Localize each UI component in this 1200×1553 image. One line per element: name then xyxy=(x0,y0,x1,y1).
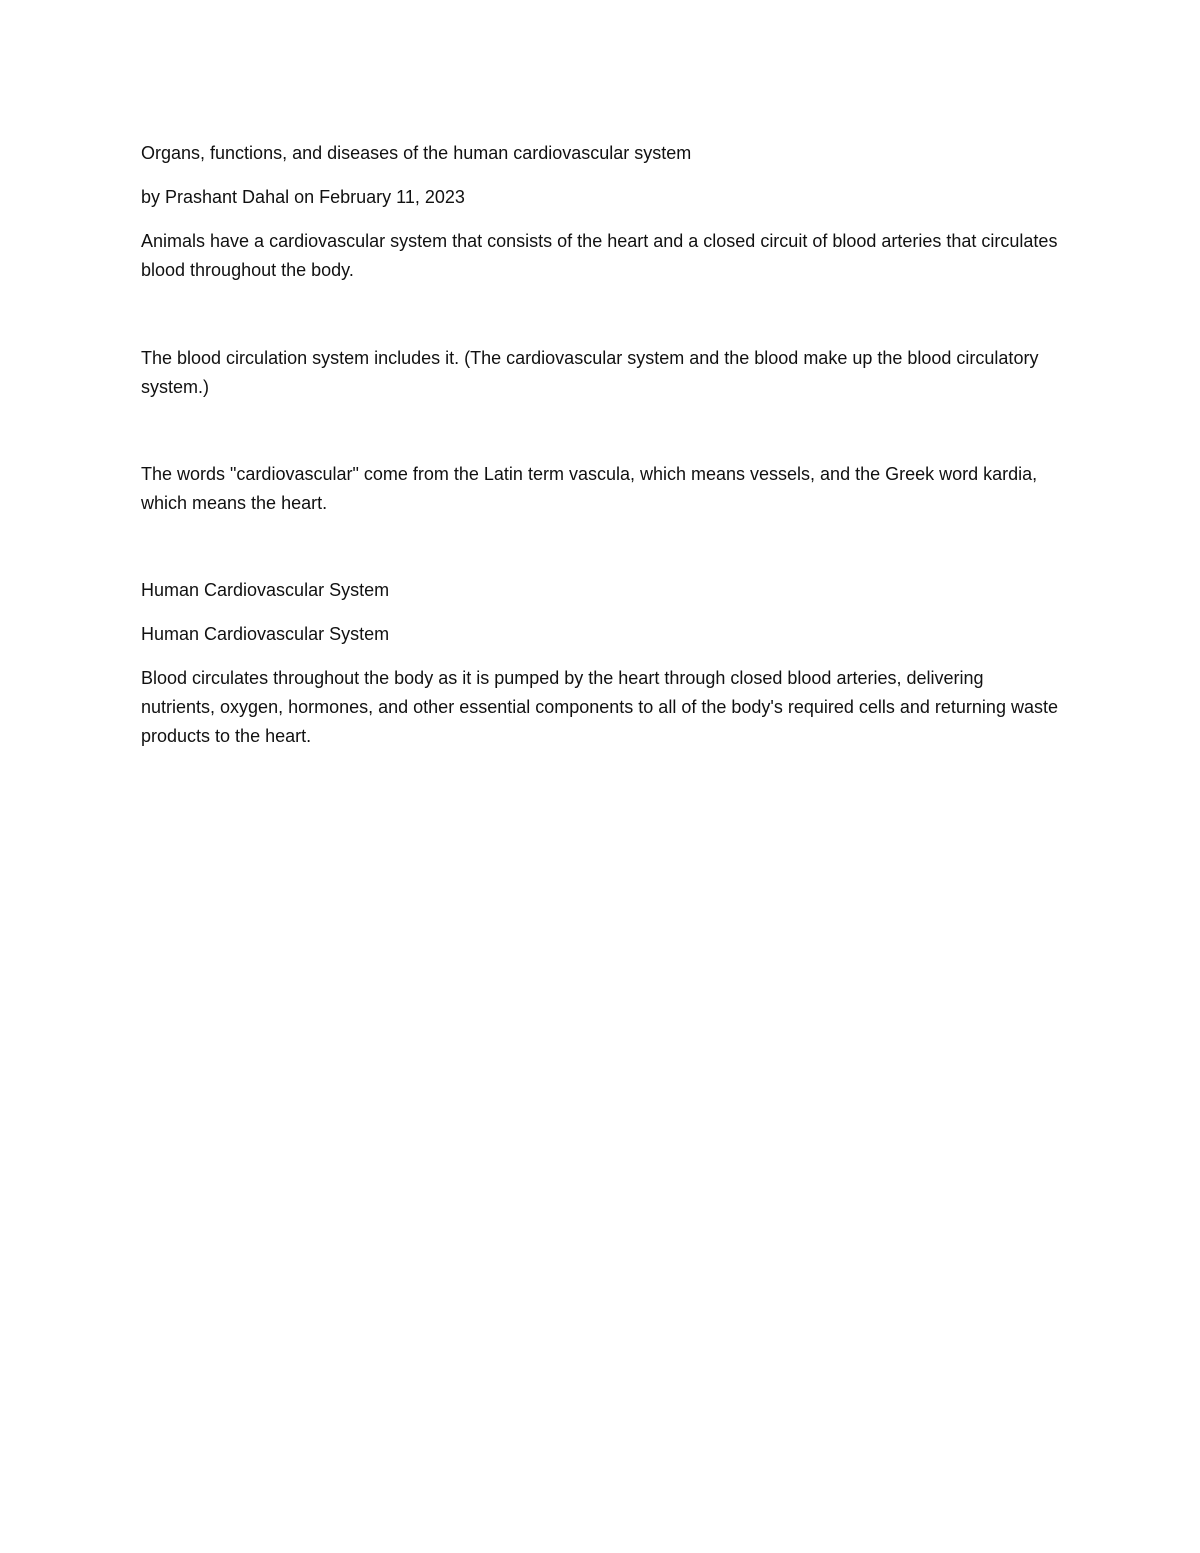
section-heading: Human Cardiovascular System xyxy=(141,580,390,600)
circulation-paragraph: The blood circulation system includes it. (The cardiovascular system and the blood make up the blood circulatory system.) xyxy=(141,348,1039,397)
etymology-paragraph: The words "cardiovascular" come from the Latin term vascula, which means vessels, and the Greek word kardia, which means the heart. xyxy=(141,464,1038,513)
author-byline: by Prashant Dahal on February 11, 2023 xyxy=(141,187,465,207)
document-body xyxy=(141,139,1061,751)
section-heading-repeat: Human Cardiovascular System xyxy=(141,624,390,644)
intro-paragraph: Animals have a cardiovascular system that consists of the heart and a closed circuit of blood arteries that circulates blood throughout the body. xyxy=(141,231,1058,280)
function-paragraph: Blood circulates throughout the body as it is pumped by the heart through closed blood arteries, delivering nutrients, oxygen, hormones, and other essential components to all of the body's required cells and returning waste products to the heart. xyxy=(141,668,1058,746)
document-title: Organs, functions, and diseases of the human cardiovascular system xyxy=(141,143,692,163)
